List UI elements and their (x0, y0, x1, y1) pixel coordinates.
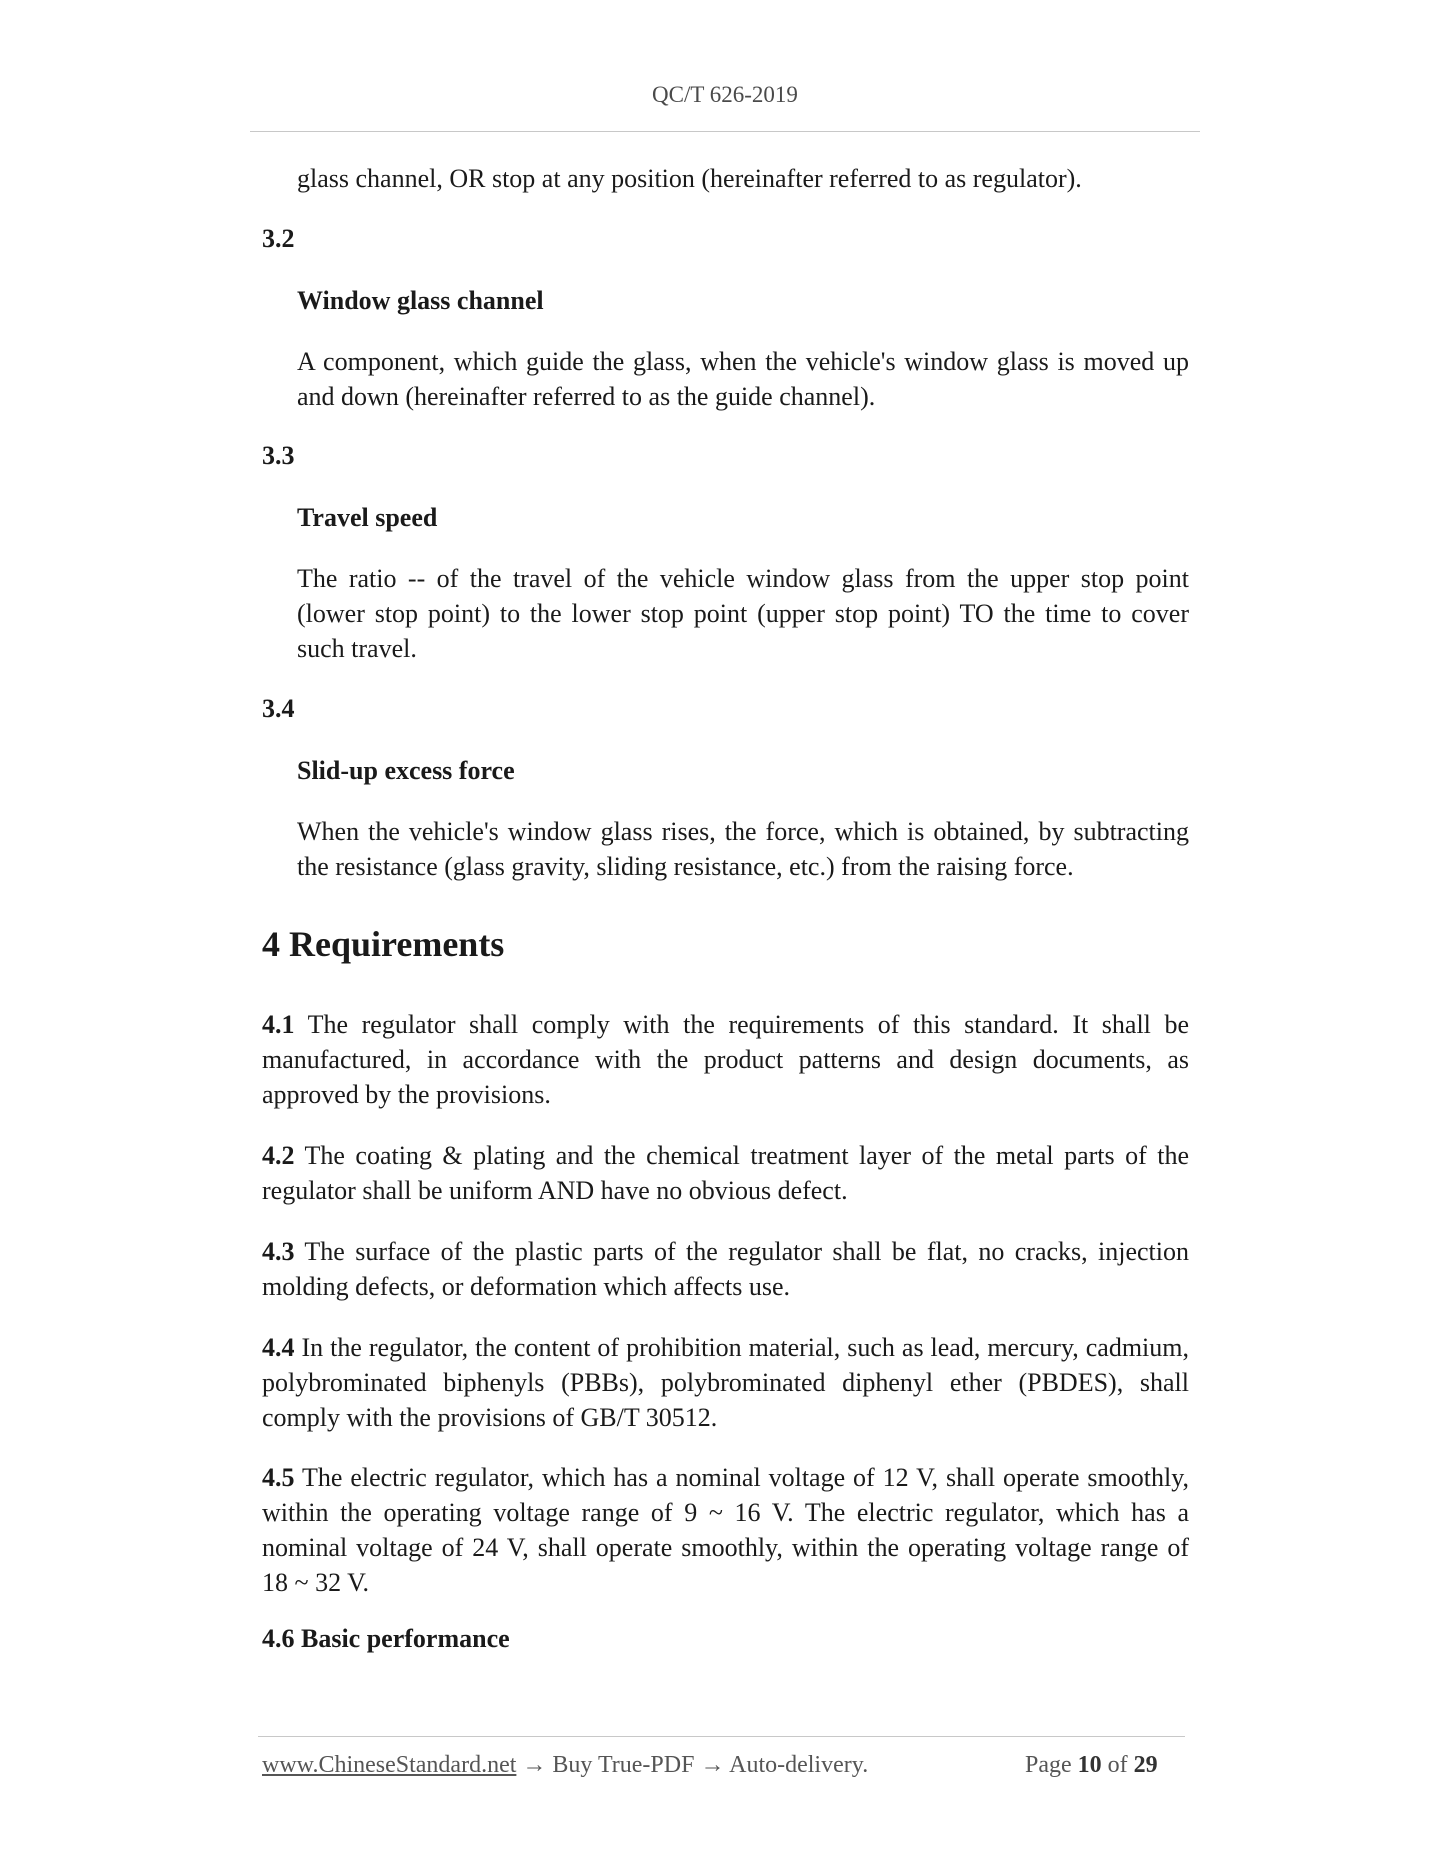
definition-term: Slid-up excess force (297, 756, 515, 785)
clause-text: The surface of the plastic parts of the regulator shall be flat, no cracks, injection molding defects, or deformation which affects use. (262, 1237, 1189, 1301)
clause-number: 4.4 (262, 1333, 295, 1362)
clause-text: The regulator shall comply with the requirements of this standard. It shall be manufactured, in accordance with the product patterns and design documents, as approved by the provisions. (262, 1010, 1190, 1109)
definition-number: 3.3 (262, 441, 295, 470)
page-total: 29 (1133, 1752, 1158, 1778)
page-number: 10 (1077, 1752, 1102, 1778)
definition-text: When the vehicle's window glass rises, the force, which is obtained, by subtracting the resistance (glass gravity, sliding resistance, etc.) from the raising force. (297, 817, 1189, 881)
page-indicator (1025, 1752, 1158, 1779)
definition-term: Travel speed (297, 503, 438, 532)
website-link[interactable]: www.ChineseStandard.net (262, 1752, 517, 1778)
page-of-label: of (1107, 1752, 1128, 1778)
footer-promo-text: → Buy True-PDF → Auto-delivery. (516, 1752, 869, 1778)
definition-term: Window glass channel (297, 286, 544, 315)
clause-number: 4.6 (262, 1624, 295, 1653)
clause-number: 4.2 (262, 1141, 295, 1170)
footer-divider (258, 1736, 1185, 1737)
footer-promo (262, 1752, 868, 1779)
continuation-text: glass channel, OR stop at any position (hereinafter referred to as regulator). (297, 164, 1082, 193)
definition-text: The ratio -- of the travel of the vehicle window glass from the upper stop point (lower stop point) to the lower stop point (upper stop point) TO the time to cover such travel. (297, 564, 1189, 663)
section-heading: 4 Requirements (262, 924, 505, 964)
definition-number: 3.4 (262, 694, 295, 723)
clause (262, 1007, 1189, 1112)
definition-text: A component, which guide the glass, when the vehicle's window glass is moved up and down (hereinafter referred to as the guide channel). (297, 347, 1189, 411)
clause (262, 1460, 1189, 1600)
clause-number: 4.5 (262, 1463, 295, 1492)
clause-text: The electric regulator, which has a nominal voltage of 12 V, shall operate smoothly, within the operating voltage range of 9 ~ 16 V. The electric regulator, which has a nominal voltage of 24 V, shall operate smoothly, within the operating voltage range of 18 ~ 32 V. (262, 1463, 1190, 1597)
clause-text: The coating & plating and the chemical treatment layer of the metal parts of the regulator shall be uniform AND have no obvious defect. (262, 1141, 1189, 1205)
definition-number: 3.2 (262, 224, 295, 253)
clause (262, 1234, 1189, 1304)
clause (262, 1330, 1189, 1435)
clause-heading (262, 1621, 1189, 1656)
clause-number: 4.3 (262, 1237, 295, 1266)
clause-title: Basic performance (301, 1624, 510, 1653)
clause (262, 1138, 1189, 1208)
page-label: Page (1025, 1752, 1072, 1778)
header-divider (250, 131, 1200, 132)
page-header: QC/T 626-2019 (652, 82, 798, 107)
clause-number: 4.1 (262, 1010, 295, 1039)
clause-text: In the regulator, the content of prohibition material, such as lead, mercury, cadmium, polybrominated biphenyls (PBBs), polybrominated diphenyl ether (PBDES), shall comply with the provisions of GB/T 30512. (262, 1333, 1189, 1432)
